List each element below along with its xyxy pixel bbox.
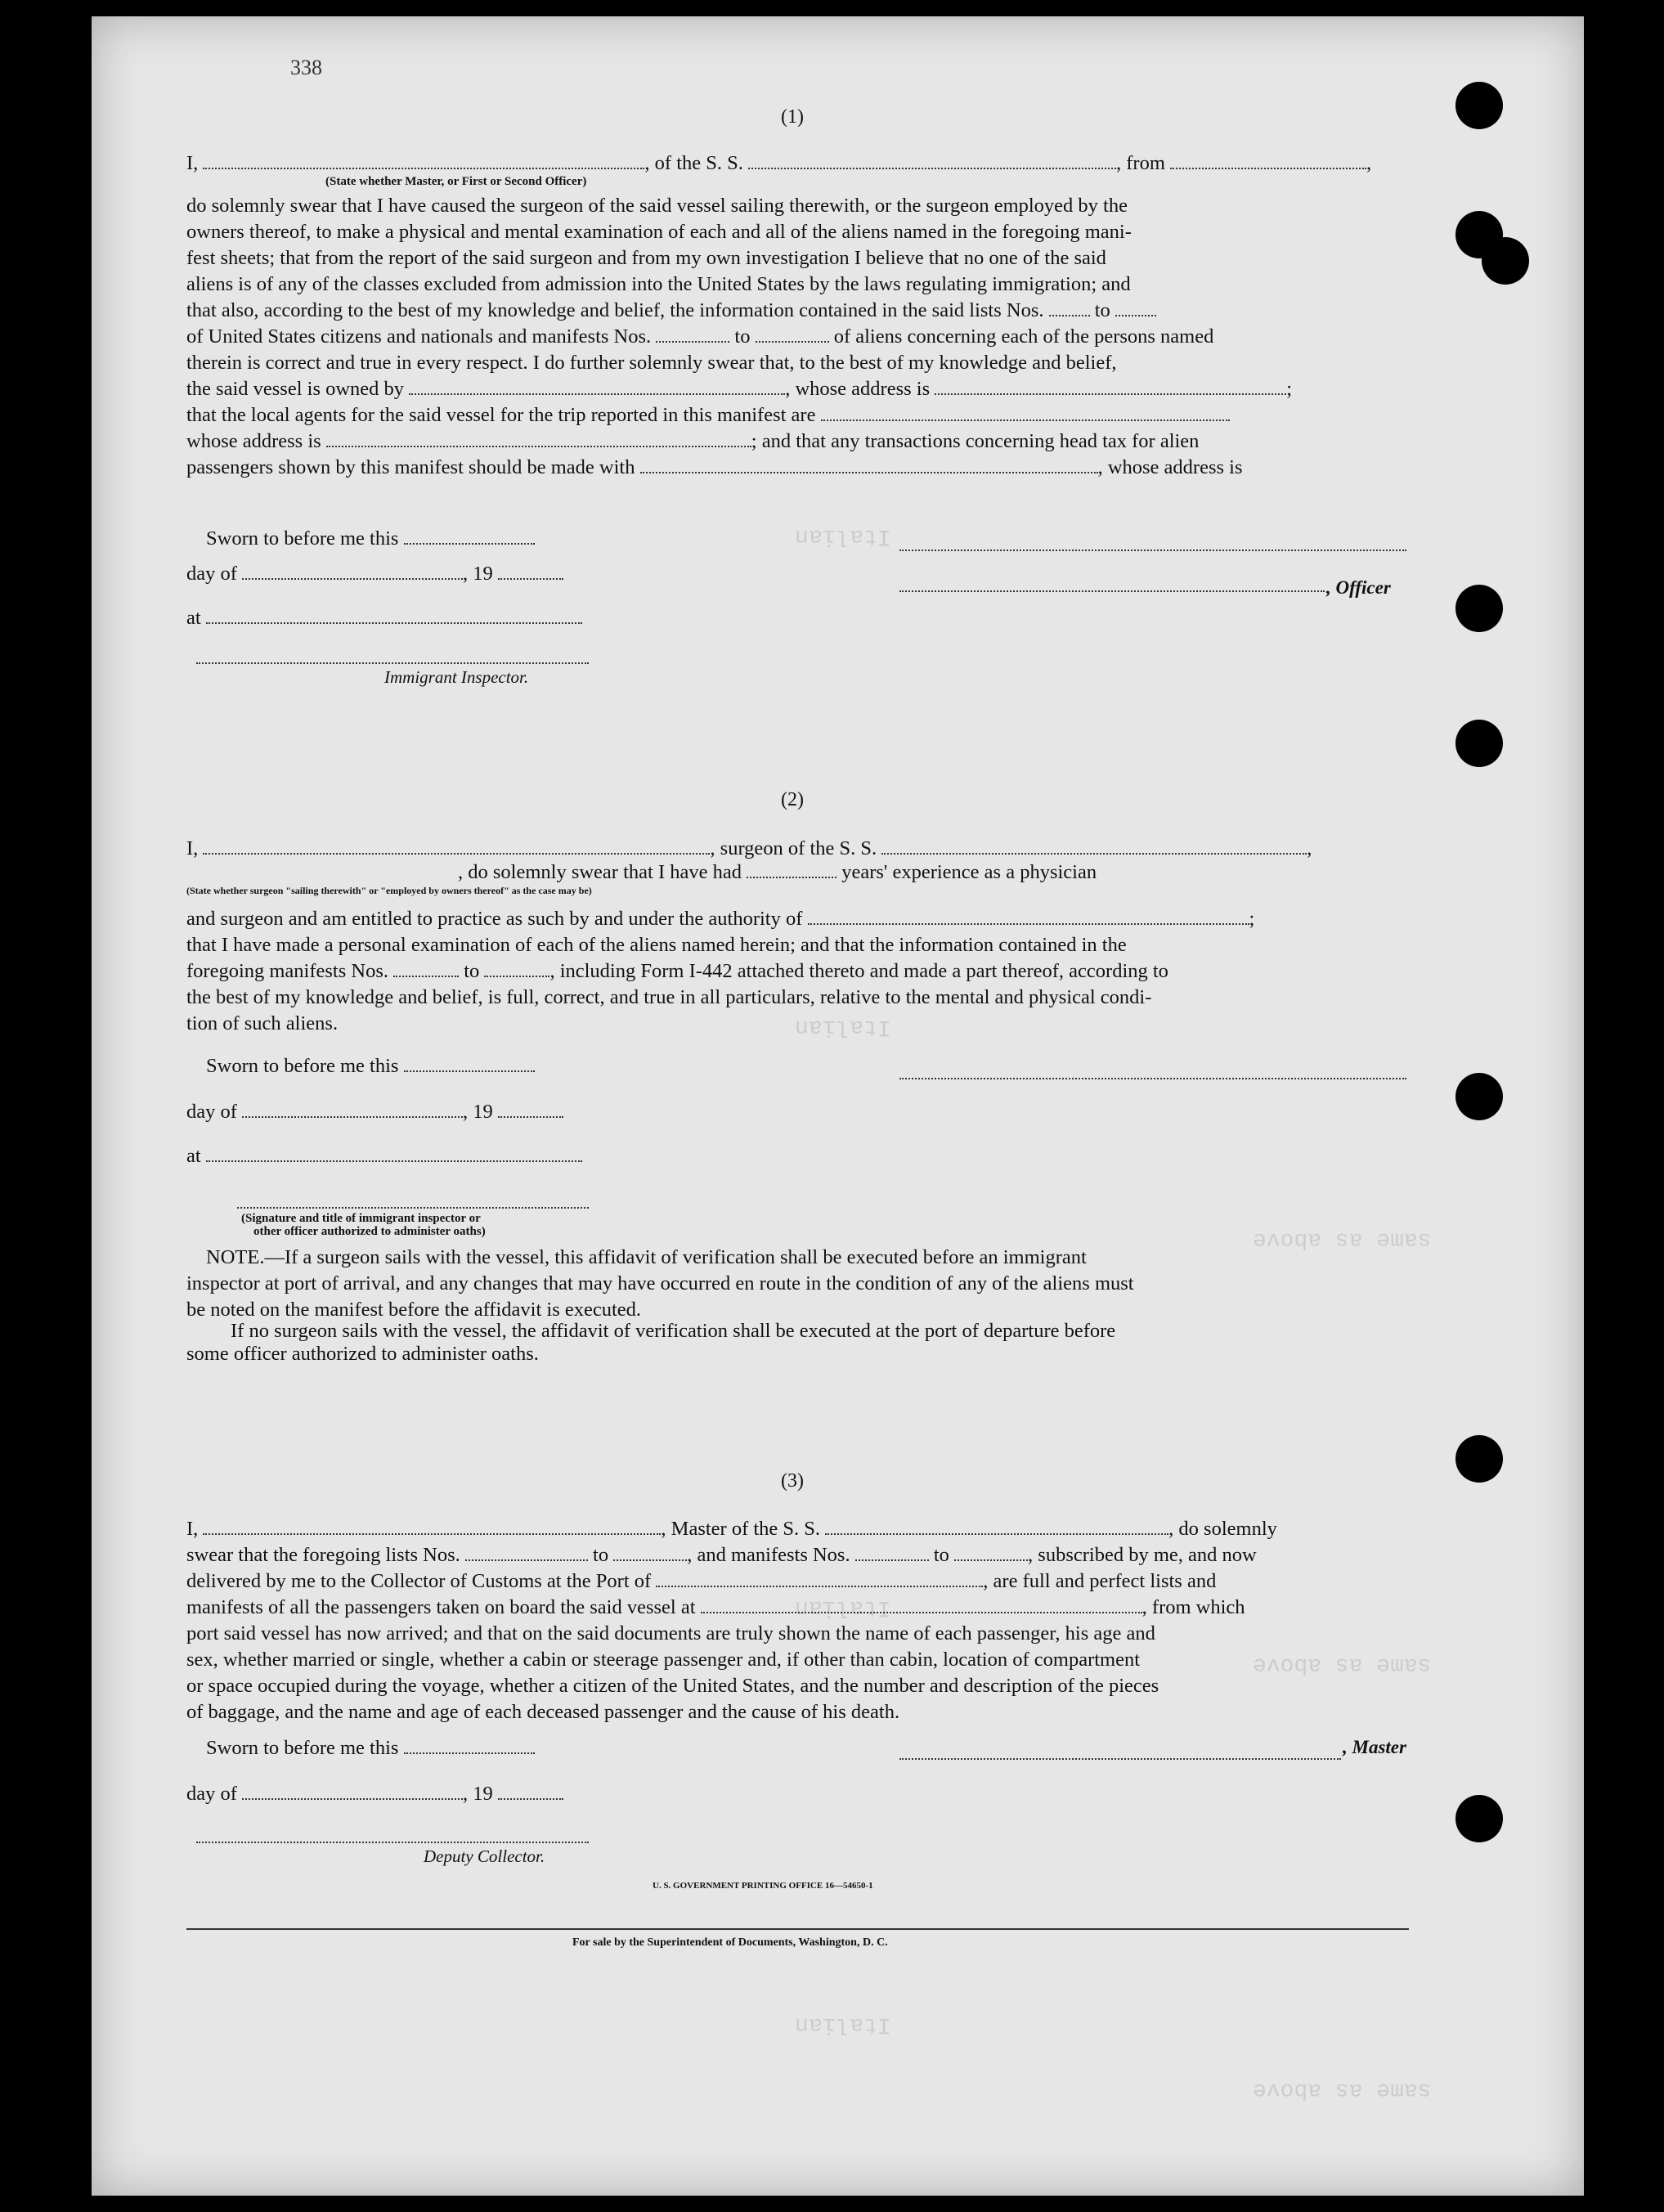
s3-to: to xyxy=(593,1544,609,1566)
s1-line: fest sheets; that from the report of the said surgeon and from my own investigation I believe that no one of the said xyxy=(186,247,1106,269)
inspector-label: Immigrant Inspector. xyxy=(384,667,529,687)
s3-sworn xyxy=(206,1737,1433,1760)
punch-hole xyxy=(1455,1795,1503,1842)
s1-whose-address: , whose address is xyxy=(785,378,931,400)
s3-taken-aboard-text: manifests of all the passengers taken on board the said vessel at xyxy=(186,1596,696,1618)
s3-line xyxy=(186,1518,1413,1541)
s2-form-text: , including Form I-442 attached thereto and made a part thereof, according to xyxy=(549,960,1168,982)
punch-hole xyxy=(1455,585,1503,632)
authority-field[interactable] xyxy=(808,910,1249,925)
s2-note-line: inspector at port of arrival, and any changes that may have occurred en route in the condition of any of the aliens must xyxy=(186,1272,1134,1294)
s1-line xyxy=(186,325,1413,348)
officer-signature-line[interactable] xyxy=(899,590,1325,592)
year-label: , 19 xyxy=(463,563,493,585)
s1-at xyxy=(186,607,1413,630)
s1-note: (State whether Master, or First or Second Officer) xyxy=(325,175,587,188)
note-label: NOTE. xyxy=(206,1246,265,1268)
s3-full-lists-text: , are full and perfect lists and xyxy=(983,1570,1217,1592)
s2-surgeon-of-ss: , surgeon of the S. S. xyxy=(710,837,877,859)
s2-manifests-from-field[interactable] xyxy=(393,962,459,977)
s1-line xyxy=(186,404,1413,427)
punch-hole xyxy=(1482,237,1529,285)
port-of-field[interactable] xyxy=(656,1573,983,1587)
s2-line-1: I, , surgeon of the S. S. , xyxy=(186,837,1312,859)
years-experience-field[interactable] xyxy=(747,864,836,878)
s1-line xyxy=(186,430,1413,453)
master-signature-line[interactable] xyxy=(899,1758,1341,1760)
section-number: (2) xyxy=(781,789,804,810)
sworn-label: Sworn to before me this xyxy=(206,527,399,550)
s2-day xyxy=(186,1101,1413,1124)
manifests-to-field[interactable] xyxy=(756,328,829,343)
s1-day xyxy=(186,563,1413,586)
port-from-field[interactable] xyxy=(1170,155,1366,169)
deputy-signature-line[interactable] xyxy=(196,1842,589,1843)
s3-lists-from-field[interactable] xyxy=(465,1546,588,1561)
s2-note: (State whether surgeon "sailing therewith" or "employed by owners thereof" as the case may be) xyxy=(186,885,592,896)
agents-field[interactable] xyxy=(821,406,1230,421)
s3-solemnly: , do solemnly xyxy=(1168,1518,1277,1540)
s1-line-1: I, , of the S. S. , from , xyxy=(186,152,1372,174)
note-text: —If a surgeon sails with the vessel, this affidavit of verification shall be executed before an immigrant xyxy=(264,1246,1087,1268)
vessel-name-field[interactable] xyxy=(748,155,1116,169)
s2-to: to xyxy=(464,960,480,982)
bleed-through-text: Italian xyxy=(795,523,891,549)
bleed-through-text: Italian xyxy=(795,2012,891,2037)
day-of-label: day of xyxy=(186,1783,237,1805)
s1-transactions-text: passengers shown by this manifest should be made with xyxy=(186,456,635,478)
s1-line xyxy=(186,456,1413,479)
s2-line: and surgeon and am entitled to practice as such by and under the authority of ; xyxy=(186,908,1255,930)
bleed-through-text: Italian xyxy=(795,1595,891,1620)
s1-line: aliens is of any of the classes excluded from admission into the United States by the laws regulating immigration; and xyxy=(186,273,1131,295)
s1-to: to xyxy=(1094,299,1110,321)
lists-from-field[interactable] xyxy=(1049,302,1090,316)
s3-to: to xyxy=(933,1544,949,1566)
punch-hole xyxy=(1455,720,1503,767)
at-label: at xyxy=(186,607,201,629)
year-label: , 19 xyxy=(463,1101,493,1123)
inspector-signature-line[interactable] xyxy=(196,662,589,664)
s3-line: sex, whether married or single, whether a cabin or steerage passenger and, if other than cabin, location of compartment xyxy=(186,1649,1141,1671)
agents-address-field[interactable] xyxy=(326,433,751,447)
s2-at xyxy=(186,1145,1413,1168)
s2-line: that I have made a personal examination of each of the aliens named herein; and that the information contained in the xyxy=(186,934,1127,956)
deputy-label: Deputy Collector. xyxy=(424,1846,545,1866)
s1-head-tax-text: ; and that any transactions concerning head tax for alien xyxy=(751,430,1200,452)
gpo-imprint: U. S. GOVERNMENT PRINTING OFFICE 16—54650-1 xyxy=(653,1881,873,1891)
bleed-through-text: Italian xyxy=(795,1014,891,1039)
s1-line: the said vessel is owned by , whose address is ; xyxy=(186,378,1293,400)
s2-year-field[interactable] xyxy=(498,1103,563,1118)
s2-inspector-signature-line[interactable] xyxy=(237,1207,589,1209)
officer-name-field[interactable] xyxy=(203,155,644,169)
s1-line: do solemnly swear that I have caused the surgeon of the said vessel sailing therewith, or the surgeon employed by the xyxy=(186,195,1128,217)
s2-vessel-field[interactable] xyxy=(881,840,1307,855)
s1-to: to xyxy=(734,325,751,348)
surgeon-name-field[interactable] xyxy=(203,840,710,855)
bleed-through-text: same as above xyxy=(1253,1227,1432,1252)
s1-line xyxy=(186,299,1413,322)
s3-line: or space occupied during the voyage, whether a citizen of the United States, and the number and description of the pieces xyxy=(186,1675,1159,1697)
head-tax-agent-field[interactable] xyxy=(640,459,1098,473)
s2-note-line: be noted on the manifest before the affidavit is executed. xyxy=(186,1299,642,1321)
section-number: (1) xyxy=(781,106,804,128)
sworn-label: Sworn to before me this xyxy=(206,1737,399,1759)
s3-vessel-field[interactable] xyxy=(825,1520,1168,1535)
signature-line[interactable] xyxy=(899,550,1406,551)
s1-owned-by: the said vessel is owned by xyxy=(186,378,405,400)
master-label: , Master xyxy=(1343,1737,1406,1757)
s3-from-which: , from which xyxy=(1141,1596,1245,1618)
s3-line: of baggage, and the name and age of each deceased passenger and the cause of his death. xyxy=(186,1701,900,1723)
owner-field[interactable] xyxy=(409,380,785,395)
s3-day-of-field[interactable] xyxy=(242,1785,463,1800)
s1-line: therein is correct and true in every respect. I do further solemnly swear that, to the best of my knowledge and belief, xyxy=(186,352,1117,374)
officer-label: , Officer xyxy=(1326,577,1391,598)
sworn-label: Sworn to before me this xyxy=(206,1055,399,1077)
s1-of-ss: , of the S. S. xyxy=(644,152,743,174)
s2-note-line: If no surgeon sails with the vessel, the affidavit of verification shall be executed at the port of departure before xyxy=(231,1320,1116,1342)
s1-from: , from xyxy=(1116,152,1165,174)
s2-manifests-to-field[interactable] xyxy=(484,962,549,977)
s3-master-of-ss: , Master of the S. S. xyxy=(661,1518,821,1540)
s1-whose-address: , whose address is xyxy=(1097,456,1243,478)
s2-i: I, xyxy=(186,837,199,859)
s2-sig-note: other officer authorized to administer oaths) xyxy=(253,1225,486,1238)
s3-day xyxy=(186,1783,1413,1806)
master-name-field[interactable] xyxy=(203,1520,661,1535)
s3-line: port said vessel has now arrived; and that on the said documents are truly shown the name of each passenger, his age and xyxy=(186,1622,1155,1644)
s2-note-line: some officer authorized to administer oaths. xyxy=(186,1343,539,1365)
s2-day-of-field[interactable] xyxy=(242,1103,463,1118)
s3-i: I, xyxy=(186,1518,199,1540)
s2-line: tion of such aliens. xyxy=(186,1012,339,1034)
s1-sworn xyxy=(206,527,1433,550)
footer-sale: For sale by the Superintendent of Documents, Washington, D. C. xyxy=(572,1936,888,1949)
s3-lists-to-field[interactable] xyxy=(613,1546,687,1561)
s3-year-field[interactable] xyxy=(498,1785,563,1800)
s3-sworn-day-field[interactable] xyxy=(404,1739,535,1754)
s2-sworn-day-field[interactable] xyxy=(404,1057,535,1072)
day-of-label: day of xyxy=(186,563,237,585)
s2-experience-text: years' experience as a physician xyxy=(841,861,1097,883)
year-label: , 19 xyxy=(463,1783,493,1805)
punch-hole xyxy=(1455,1073,1503,1120)
owner-address-field[interactable] xyxy=(935,380,1286,395)
s1-aliens-text: of aliens concerning each of the persons named xyxy=(833,325,1214,348)
year-field[interactable] xyxy=(498,565,563,580)
s3-manifests-to-field[interactable] xyxy=(954,1546,1028,1561)
s2-at-field[interactable] xyxy=(206,1147,582,1162)
at-label: at xyxy=(186,1145,201,1167)
s3-line xyxy=(186,1570,1413,1593)
s2-line xyxy=(186,960,1413,983)
s3-subscribed-text: , subscribed by me, and now xyxy=(1028,1544,1257,1566)
s3-manifests-text: , and manifests Nos. xyxy=(687,1544,850,1566)
footer-rule xyxy=(186,1928,1409,1930)
bleed-through-text: same as above xyxy=(1253,2077,1432,2102)
s2-swear-text: , do solemnly swear that I have had xyxy=(458,861,742,883)
day-of-label: day of xyxy=(186,1101,237,1123)
section-number: (3) xyxy=(781,1470,804,1492)
at-place-field[interactable] xyxy=(206,609,582,624)
s1-agents-text: that the local agents for the said vessel for the trip reported in this manifest are xyxy=(186,404,816,426)
day-of-field[interactable] xyxy=(242,565,463,580)
page-number: 338 xyxy=(290,56,322,79)
embark-port-field[interactable] xyxy=(701,1599,1142,1613)
s3-line xyxy=(186,1596,1413,1619)
punch-hole xyxy=(1455,1435,1503,1483)
s1-lists-text: that also, according to the best of my knowledge and belief, the information contained in the said lists Nos. xyxy=(186,299,1044,321)
surgeon-signature-line[interactable] xyxy=(899,1078,1406,1079)
s2-note-line xyxy=(206,1246,1433,1269)
s3-line xyxy=(186,1544,1413,1567)
punch-hole xyxy=(1455,82,1503,129)
s3-lists-text: swear that the foregoing lists Nos. xyxy=(186,1544,460,1566)
lists-to-field[interactable] xyxy=(1115,302,1156,316)
manifests-from-field[interactable] xyxy=(656,328,729,343)
s1-manifests-text: of United States citizens and nationals and manifests Nos. xyxy=(186,325,652,348)
s1-line: owners thereof, to make a physical and mental examination of each and all of the aliens named in the foregoing mani- xyxy=(186,221,1132,243)
s1-whose-address: whose address is xyxy=(186,430,321,452)
s2-line: the best of my knowledge and belief, is full, correct, and true in all particulars, relative to the mental and physical condi- xyxy=(186,986,1152,1008)
sworn-day-field[interactable] xyxy=(404,530,535,545)
s2-sig-note: (Signature and title of immigrant inspector or xyxy=(241,1212,481,1225)
s1-i: I, xyxy=(186,152,199,174)
s2-authority-text: and surgeon and am entitled to practice as such by and under the authority of xyxy=(186,908,803,930)
s3-manifests-from-field[interactable] xyxy=(855,1546,929,1561)
s2-sworn xyxy=(206,1055,1433,1078)
s2-line-2 xyxy=(458,861,1664,884)
bleed-through-text: same as above xyxy=(1253,1652,1432,1677)
s3-delivered-text: delivered by me to the Collector of Customs at the Port of xyxy=(186,1570,652,1592)
s2-manifests-text: foregoing manifests Nos. xyxy=(186,960,388,982)
